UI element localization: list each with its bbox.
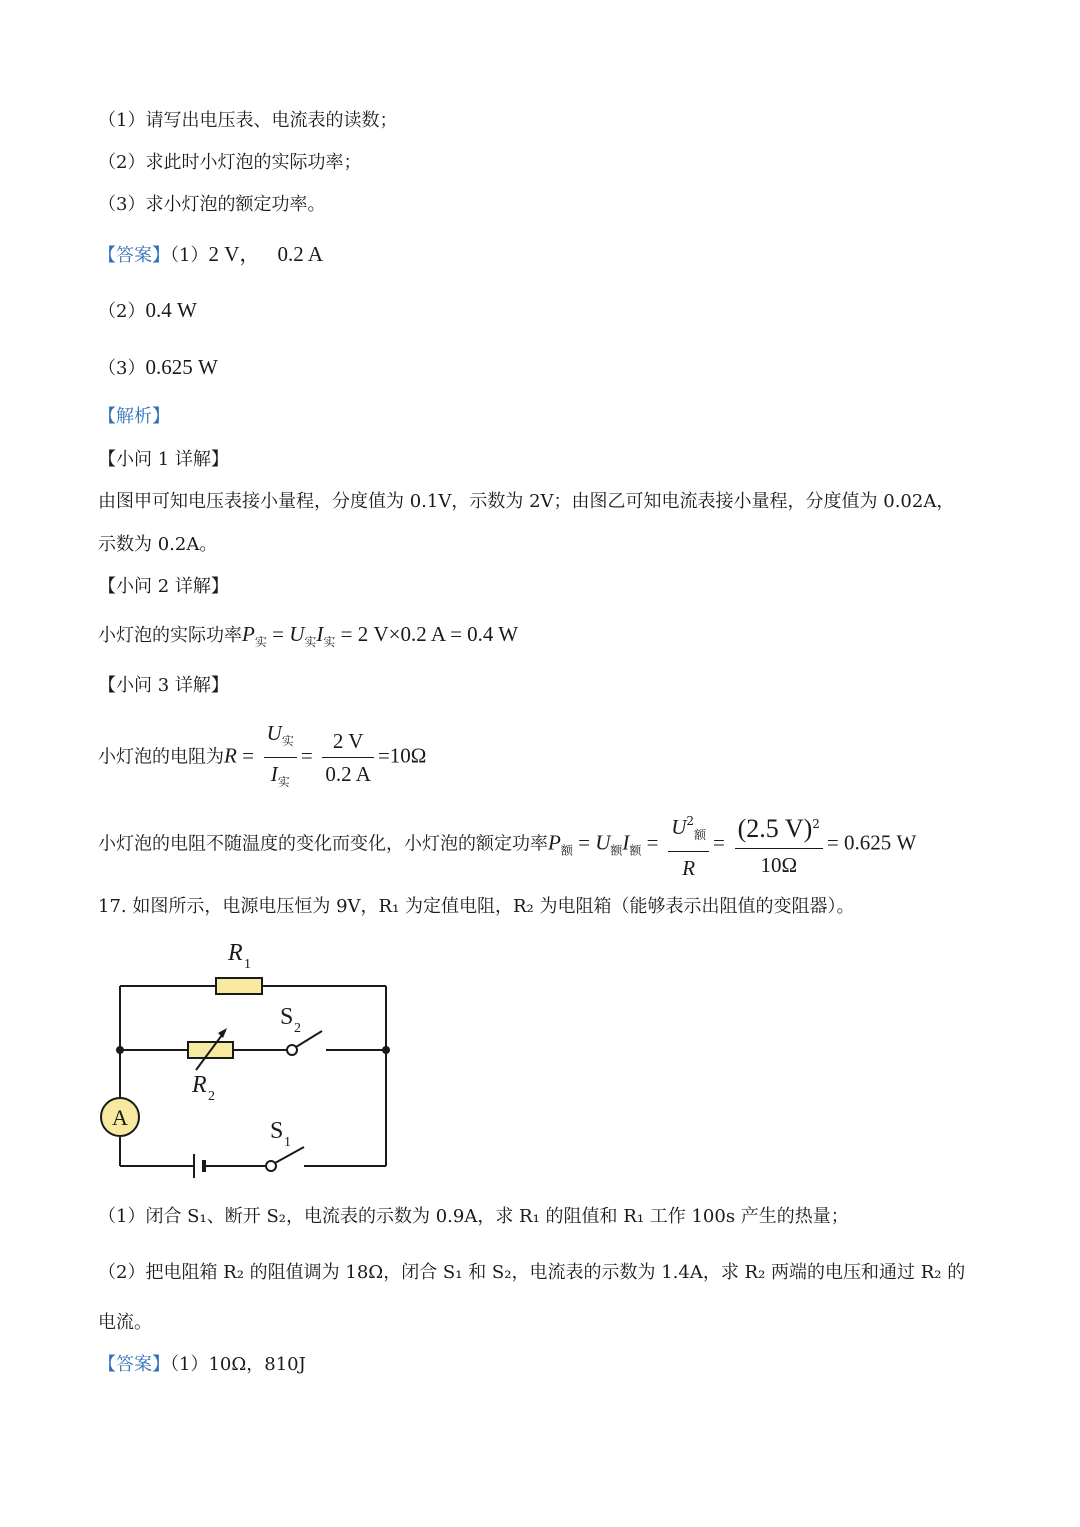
answer-value: 0.4 W — [145, 298, 197, 322]
variable-arrow-head — [218, 1028, 227, 1038]
r2-label: R — [192, 1072, 207, 1098]
question-17-part2: （2）把电阻箱 R₂ 的阻值调为 18Ω，闭合 S₁ 和 S₂，电流表的示数为 1.4A，求 R₂ 两端的电压和通过 R₂ 的 — [98, 1262, 966, 1283]
answer-value: 0.2 A — [277, 242, 324, 266]
question-16-part2: （2）求此时小灯泡的实际功率； — [98, 152, 362, 173]
equation-prefix: 小灯泡的电阻为 — [98, 746, 224, 768]
r1-label: R — [228, 940, 243, 966]
sub1-text1: 由图甲可知电压表接小量程，分度值为 0.1V，示数为 2V；由图乙可知电流表接小量程，分度值为 0.02A， — [98, 491, 955, 512]
answer-value: （1）10Ω，810J — [170, 1354, 306, 1375]
answer-16-line2 — [98, 298, 197, 324]
s2-label: S — [280, 1004, 294, 1030]
r1-subscript: 1 — [244, 957, 251, 972]
analysis-tag: 【解析】 — [98, 406, 170, 427]
answer-tag: 【答案】 — [98, 245, 170, 266]
equation-result: = 0.625 W — [826, 830, 917, 855]
subscript: 实 — [323, 635, 336, 649]
question-17-intro: 17. 如图所示，电源电压恒为 9V，R₁ 为定值电阻，R₂ 为电阻箱（能够表示出阻值的变阻器）。 — [98, 896, 855, 917]
answer-value: 2 V， — [208, 242, 261, 266]
subscript: 实 — [304, 635, 317, 649]
s1-subscript: 1 — [284, 1135, 291, 1150]
equation-result: =10Ω — [377, 743, 427, 768]
question-17-part1: （1）闭合 S₁、断开 S₂，电流表的示数为 0.9A，求 R₁ 的阻值和 R₁ 工作 100s 产生的热量； — [98, 1206, 849, 1227]
question-16-part3: （3）求小灯泡的额定功率。 — [98, 194, 326, 215]
fraction-2V-over-0.2A: $\frac{2 V}{0.2 A}$ — [322, 726, 374, 789]
switch-s2-pivot — [287, 1045, 297, 1055]
symbol-P: P — [242, 622, 255, 646]
sub3-equation1: 小灯泡的电阻为R = $\frac{U_实}{I_实}$ = $\frac{2 V}{0.2 A}$ =10Ω — [98, 718, 426, 797]
equation-result: = 2 V×0.2 A = 0.4 W — [335, 622, 519, 646]
resistor-r1 — [216, 978, 262, 994]
symbol-R: R — [224, 743, 237, 768]
s2-subscript: 2 — [294, 1021, 301, 1036]
ammeter-label: A — [112, 1105, 128, 1130]
sub3-equation2: 小灯泡的电阻不随温度的变化而变化，小灯泡的额定功率$P_额 = U_额I_额$ = $\frac{U^2_额}{R}$ = $\frac{(2.5 V)^2}{10\Omega}$ = 0.625 W — [98, 806, 916, 883]
answer-label: （2） — [98, 301, 146, 322]
fraction-2.5V-squared-over-10ohm: $\frac{(2.5 V)^2}{10\Omega}$ — [735, 809, 823, 880]
fraction-U-over-I: $\frac{U_实}{I_实}$ — [264, 718, 297, 797]
s1-label: S — [270, 1118, 284, 1144]
answer-17 — [98, 1353, 306, 1377]
question-16-part1: （1）请写出电压表、电流表的读数； — [98, 110, 398, 131]
answer-label: （3） — [98, 358, 146, 379]
symbol-I: I — [316, 622, 324, 646]
equation-prefix: 小灯泡的实际功率 — [98, 625, 242, 646]
junction-dot — [382, 1046, 390, 1054]
sub3-heading: 【小问 3 详解】 — [98, 675, 229, 696]
answer-tag: 【答案】 — [98, 1354, 170, 1375]
question-17-part2-cont: 电流。 — [98, 1312, 152, 1333]
equation-prefix: 小灯泡的电阻不随温度的变化而变化，小灯泡的额定功率 — [98, 833, 548, 855]
sub2-heading: 【小问 2 详解】 — [98, 576, 229, 597]
sub2-equation: 小灯泡的实际功率$P_实 = U_实I_实 = 2$ V×0.2 A = 0.4 W — [98, 622, 519, 649]
sub1-text2: 示数为 0.2A。 — [98, 534, 218, 555]
answer-value: 0.625 W — [145, 355, 218, 379]
symbol-U: U — [289, 622, 305, 646]
r2-subscript: 2 — [208, 1089, 215, 1104]
answer-label: （1） — [170, 245, 209, 266]
answer-16-line1 — [98, 242, 323, 268]
circuit-diagram — [96, 932, 406, 1190]
junction-dot — [116, 1046, 124, 1054]
sub1-heading: 【小问 1 详解】 — [98, 449, 229, 470]
switch-s1-pivot — [266, 1161, 276, 1171]
answer-16-line3 — [98, 355, 218, 381]
fraction-U2-over-R: $\frac{U^2_额}{R}$ — [668, 806, 709, 883]
subscript: 实 — [254, 635, 267, 649]
circuit-wires — [120, 986, 386, 1166]
